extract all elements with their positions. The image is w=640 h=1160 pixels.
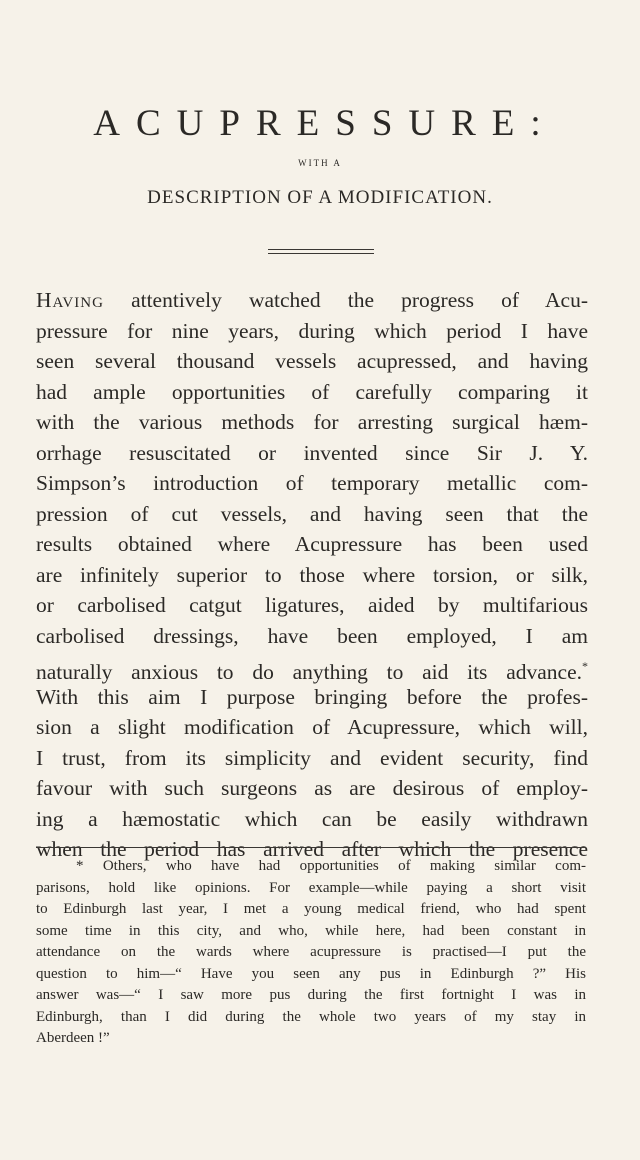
footnote-line: * Others, who have had opportunities of making similar com- [76,858,586,874]
body-line: I trust, from its simplicity and evident security, find [36,745,588,770]
footnote-ref: * [582,659,588,673]
footnote-line: question to him—“ Have you seen any pus in Edinburgh ?” His [36,965,586,982]
body-line: orrhage resuscitated or invented since Sir J. Y. [36,440,588,465]
body-line: are infinitely superior to those where torsion, or silk, [36,562,588,587]
footnote-line: attendance on the wards where acupressure is practised—I put the [36,944,586,960]
footnote-line: parisons, hold like opinions. For example—while paying a short visit [36,879,586,896]
body-line: seen several thousand vessels acupressed, and having [36,349,588,373]
footnote-line: Aberdeen !” [36,1030,110,1046]
footnote-line: answer was—“ I saw more pus during the first fortnight I was in [36,987,586,1003]
body-line: sion a slight modification of Acupressure, which will, [36,715,588,739]
body-line: with the various methods for arresting surgical hæm- [36,410,588,434]
footnote-line: some time in this city, and who, while here, had been constant in [36,922,586,939]
body-line: pression of cut vessels, and having seen that the [36,501,588,526]
footnote-line: to Edinburgh last year, I met a young medical friend, who had spent [36,901,586,917]
body-line: carbolised dressings, have been employed, I am [36,623,588,648]
body-line-text: naturally anxious to do anything to aid its advance. [36,660,582,684]
body-line: ing a hæmostatic which can be easily withdrawn [36,806,588,831]
body-line: pressure for nine years, during which period I have [36,318,588,343]
body-line: results obtained where Acupressure has been used [36,532,588,556]
title-connector: WITH A [298,158,342,168]
body-line: Simpson’s introduction of temporary metallic com- [36,471,588,495]
body-line-with-footnote-ref [36,651,588,682]
body-line: had ample opportunities of carefully comparing it [36,379,588,404]
body-paragraph [36,285,588,865]
footnote-rule [36,847,586,848]
title-rule-lower [268,253,374,254]
title-rule-upper [268,249,374,250]
body-line: Having attentively watched the progress of Acu- [36,288,588,312]
body-line: or carbolised catgut ligatures, aided by multifarious [36,593,588,617]
page-subtitle: DESCRIPTION OF A MODIFICATION. [147,187,493,208]
body-line: when the period has arrived after which the presence [36,837,588,861]
footnote [36,856,586,1050]
footnote-line: Edinburgh, than I did during the whole two years of my stay in [36,1008,586,1025]
page-title: ACUPRESSURE: [93,103,557,144]
body-line: With this aim I purpose bringing before the profes- [36,684,588,709]
body-line: favour with such surgeons as are desirous of employ- [36,776,588,800]
